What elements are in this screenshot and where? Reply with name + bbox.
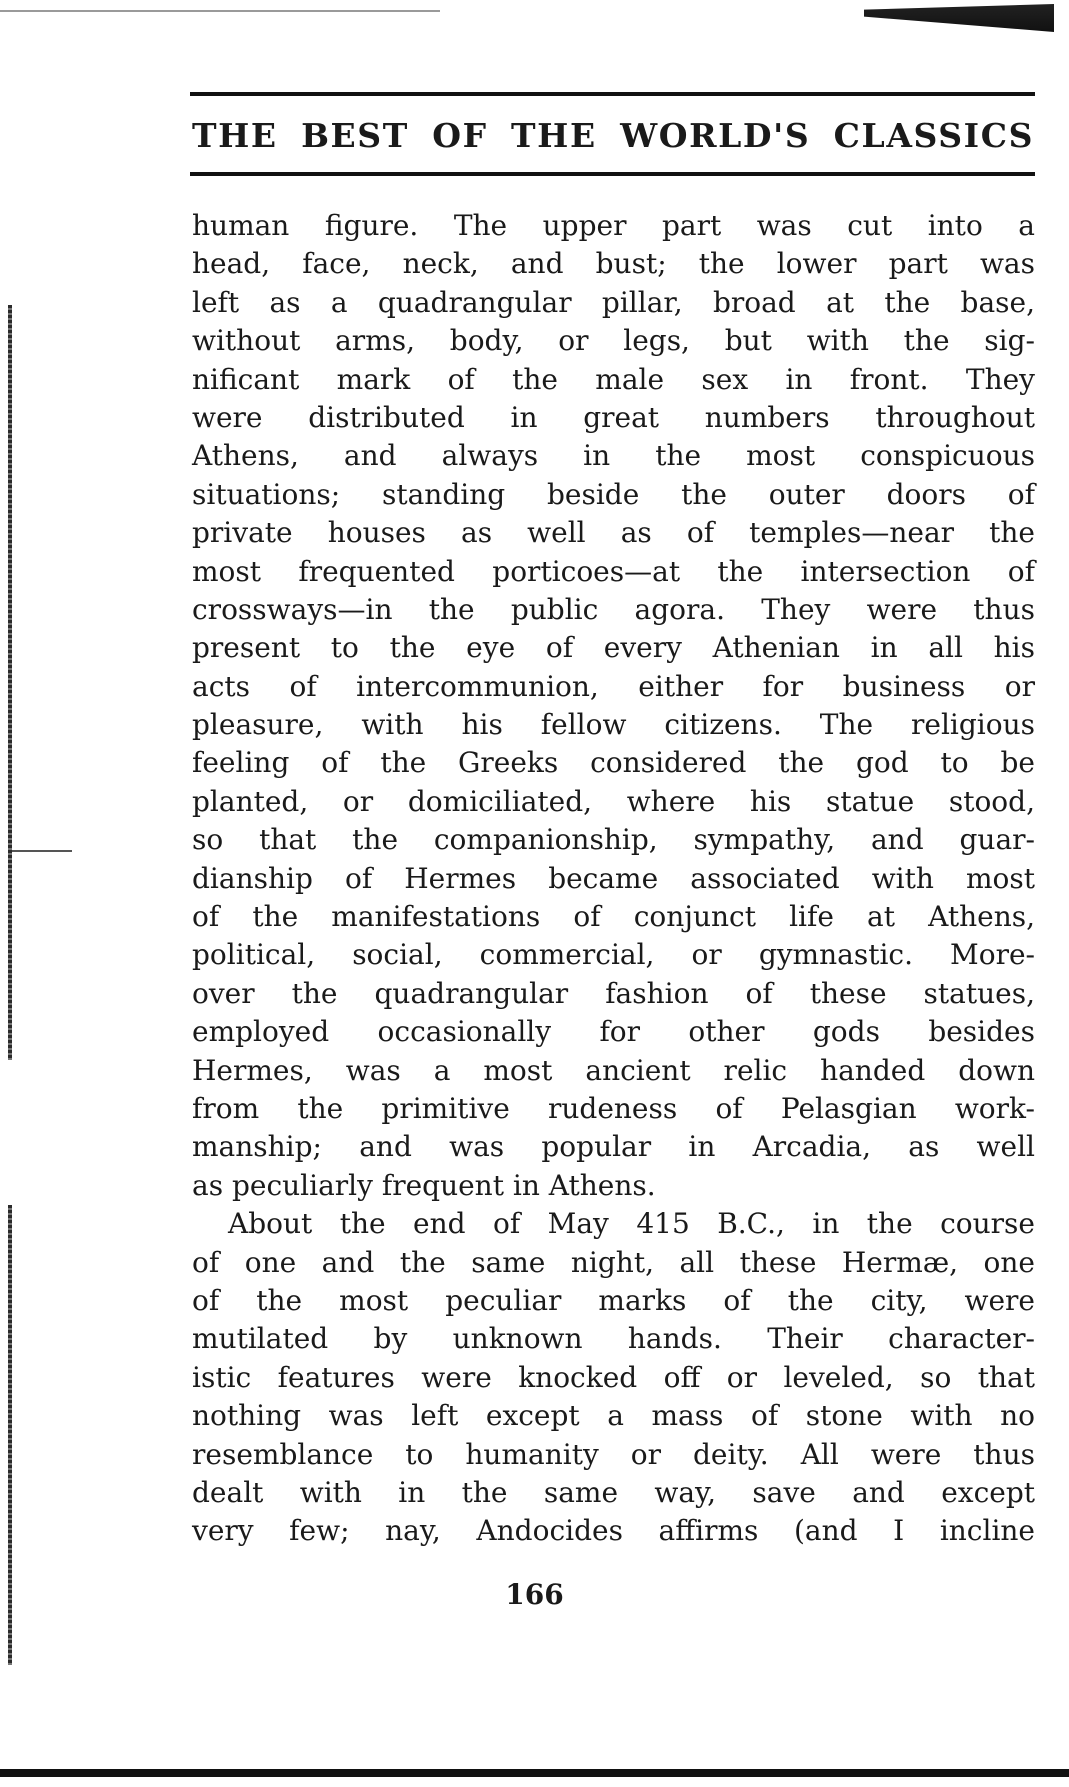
text-line: situations; standing beside the outer doors of	[192, 477, 1035, 511]
scan-binding-edge	[8, 305, 12, 1060]
scan-edge-bottom	[0, 1769, 1069, 1777]
text-line: Hermes, was a most ancient relic handed down	[192, 1053, 1035, 1087]
body-text	[192, 207, 1035, 1551]
paragraph-end-line: as peculiarly frequent in Athens.	[192, 1168, 656, 1202]
text-line: resemblance to humanity or deity. All were thus	[192, 1437, 1035, 1471]
page-number: 166	[505, 1578, 564, 1611]
text-line: planted, or domiciliated, where his statue stood,	[192, 784, 1035, 818]
text-line: from the primitive rudeness of Pelasgian work-	[192, 1091, 1035, 1125]
text-line: crossways—in the public agora. They were thus	[192, 592, 1035, 626]
text-line: human figure. The upper part was cut into a	[192, 209, 1035, 242]
text-line: dianship of Hermes became associated with most	[192, 861, 1035, 895]
scan-edge-shadow	[864, 4, 1054, 32]
scan-edge-line	[0, 10, 440, 12]
scan-mark	[12, 850, 72, 852]
text-line: of the manifestations of conjunct life at Athens,	[192, 900, 1035, 934]
text-line: mutilated by unknown hands. Their character-	[192, 1322, 1035, 1356]
text-line: over the quadrangular fashion of these statues,	[192, 976, 1035, 1010]
text-line: present to the eye of every Athenian in all his	[192, 631, 1035, 665]
text-line: manship; and was popular in Arcadia, as well	[192, 1130, 1035, 1164]
text-line: left as a quadrangular pillar, broad at the base,	[192, 285, 1035, 319]
text-line: of one and the same night, all these Hermæ, one	[192, 1245, 1035, 1279]
text-line: acts of intercommunion, either for business or	[192, 669, 1035, 703]
text-line: nothing was left except a mass of stone with no	[192, 1399, 1035, 1433]
text-line: very few; nay, Andocides affirms (and I incline	[192, 1514, 1035, 1548]
text-line: so that the companionship, sympathy, and guar-	[192, 823, 1035, 857]
text-line: most frequented porticoes—at the intersection of	[192, 554, 1035, 588]
text-line: head, face, neck, and bust; the lower part was	[192, 247, 1035, 281]
paragraph-start-line: About the end of May 415 B.C., in the course	[228, 1207, 1035, 1241]
text-line: pleasure, with his fellow citizens. The religious	[192, 708, 1035, 742]
header-rule-top	[190, 92, 1035, 96]
text-line: private houses as well as of temples—near the	[192, 516, 1035, 550]
text-line: nificant mark of the male sex in front. They	[192, 362, 1035, 396]
text-line: feeling of the Greeks considered the god to be	[192, 746, 1035, 780]
text-line: of the most peculiar marks of the city, were	[192, 1283, 1035, 1317]
header-rule-bottom	[190, 172, 1035, 176]
running-head: THE BEST OF THE WORLD'S CLASSICS	[192, 116, 1034, 155]
text-line: Athens, and always in the most conspicuous	[192, 439, 1035, 473]
text-line: without arms, body, or legs, but with the sig-	[192, 324, 1035, 358]
text-line: employed occasionally for other gods besides	[192, 1015, 1035, 1049]
text-line: political, social, commercial, or gymnastic. More-	[192, 938, 1035, 972]
text-line: dealt with in the same way, save and except	[192, 1475, 1035, 1509]
text-line: were distributed in great numbers throughout	[192, 400, 1035, 434]
text-line: istic features were knocked off or leveled, so that	[192, 1360, 1035, 1394]
